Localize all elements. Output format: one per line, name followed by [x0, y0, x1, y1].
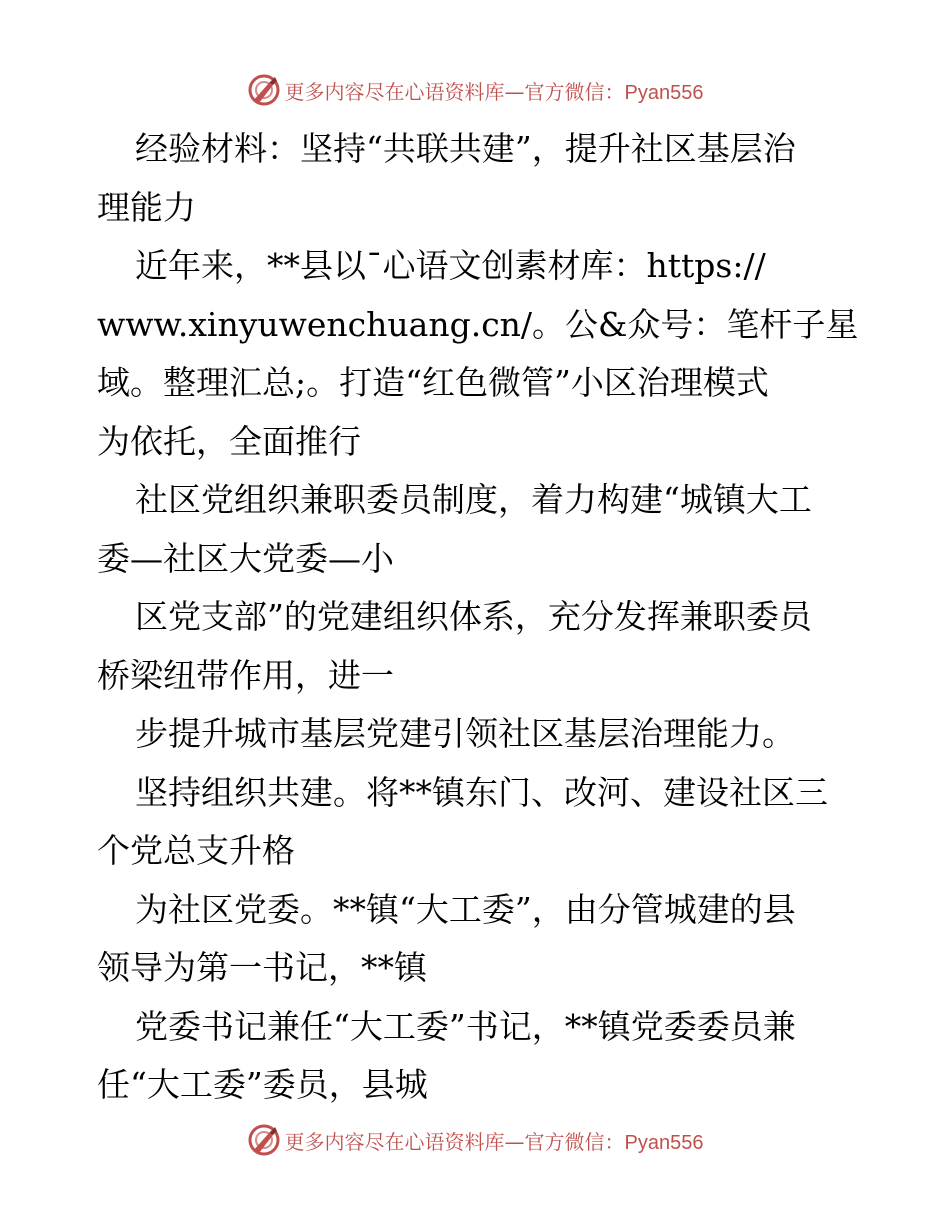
body-line: 个党总支升格 — [97, 831, 295, 870]
body-line: 任“大工委”委员，县城 — [97, 1065, 428, 1104]
body-line: 为社区党委。**镇“大工委”，由分管城建的县 — [135, 889, 796, 929]
footer-banner-dash: — — [504, 1129, 525, 1154]
body-line: 域。整理汇总;。打造“红色微管”小区治理模式 — [97, 363, 769, 402]
body-line: 社区党组织兼职委员制度，着力构建“城镇大工 — [135, 480, 812, 519]
header-banner — [0, 70, 950, 110]
body-line: 区党支部”的党建组织体系，充分发挥兼职委员 — [135, 597, 812, 636]
footer-banner-main: 更多内容尽在心语资料库 — [284, 1129, 505, 1154]
body-line: 为依托，全面推行 — [97, 421, 361, 461]
body-line: 坚持组织共建。将**镇东门、改河、建设社区三 — [135, 772, 828, 812]
body-line: 近年来，**县以¯心语文创素材库：https:// — [135, 246, 766, 285]
footer-banner-label: 官方微信： — [524, 1129, 625, 1154]
body-line: www.xinyuwenchuang.cn/。公&众号：笔杆子星 — [97, 304, 859, 344]
footer-banner — [0, 1120, 950, 1160]
document-body — [97, 120, 857, 1115]
body-line: 理能力 — [97, 187, 196, 227]
header-banner-text — [285, 76, 704, 105]
logo-pen-icon — [247, 73, 281, 107]
header-banner-main: 更多内容尽在心语资料库 — [284, 79, 505, 104]
logo-pen-icon — [247, 1123, 281, 1157]
body-line: 领导为第一书记，**镇 — [97, 948, 427, 987]
body-line: 党委书记兼任“大工委”书记，**镇党委委员兼 — [135, 1006, 796, 1046]
body-line: 委—社区大党委—小 — [97, 538, 394, 578]
footer-banner-handle: Pyan556 — [624, 1131, 704, 1154]
body-line: 经验材料：坚持“共联共建”，提升社区基层治 — [135, 129, 796, 168]
header-banner-label: 官方微信： — [524, 79, 625, 104]
body-line: 桥梁纽带作用，进一 — [97, 655, 394, 695]
body-line: 步提升城市基层党建引领社区基层治理能力。 — [135, 714, 795, 753]
footer-banner-text — [285, 1126, 704, 1155]
header-banner-handle: Pyan556 — [624, 81, 704, 104]
header-banner-dash: — — [504, 79, 525, 104]
